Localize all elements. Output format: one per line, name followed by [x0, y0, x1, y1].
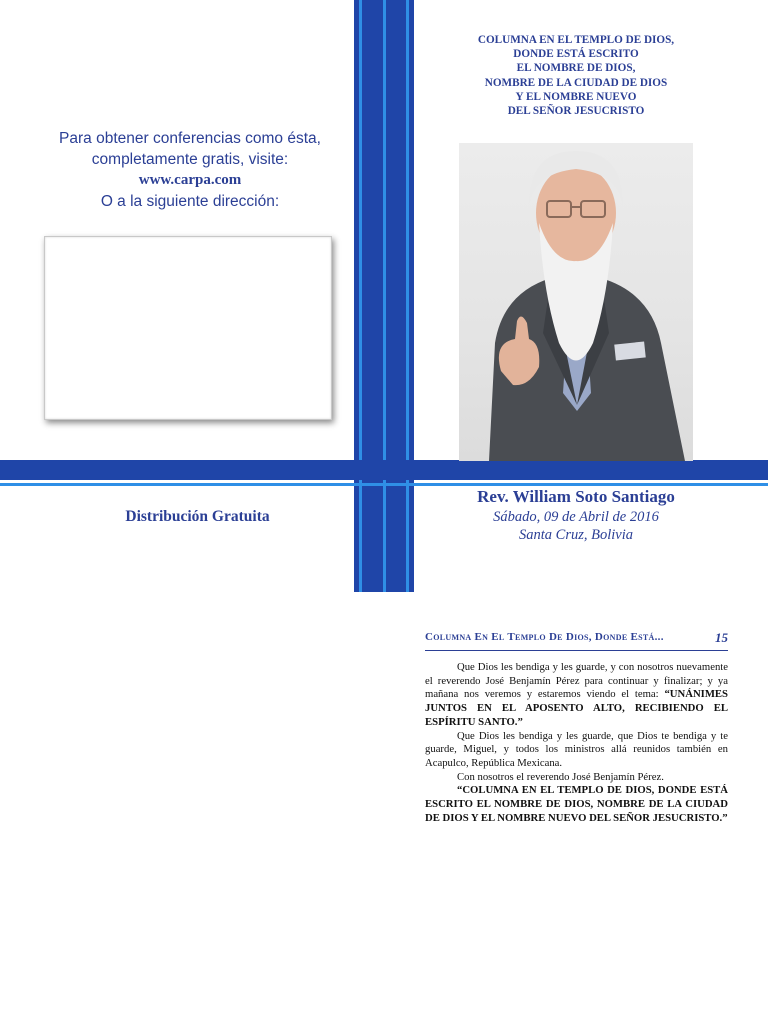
info-line: completamente gratis, visite:: [91, 151, 289, 168]
author-portrait-image: [459, 143, 693, 461]
header-rule: [425, 650, 728, 651]
vertical-stripe-light: [383, 0, 386, 592]
bold-quote: “UNÁNIMES JUNTOS EN EL APOSENTO ALTO, RECIBIENDO EL ESPÍRITU SANTO.”: [425, 688, 728, 728]
sermon-date: Sábado, 09 de Abril de 2016: [493, 509, 659, 525]
title-line: COLUMNA EN EL TEMPLO DE DIOS,: [477, 34, 675, 46]
title-line: DONDE ESTÁ ESCRITO: [513, 48, 639, 61]
back-cover-info: [30, 128, 350, 212]
running-head: Columna En El Templo De Dios, Donde Está...: [425, 631, 664, 643]
bold-quote: “COLUMNA EN EL TEMPLO DE DIOS, DONDE ESTÁ ESCRITO EL NOMBRE DE DIOS, NOMBRE DE LA CIUDAD DE DIOS Y EL NOMBRE NUEVO DEL SEÑOR JESUCRISTO.”: [425, 784, 728, 824]
author-name: Rev. William Soto Santiago: [477, 487, 675, 506]
title-line: Y EL NOMBRE NUEVO: [515, 90, 637, 103]
vertical-stripe-light: [406, 0, 409, 592]
title-line: DEL SEÑOR JESUCRISTO: [507, 105, 645, 118]
paragraph: [425, 661, 728, 730]
title-line: NOMBRE DE LA CIUDAD DE DIOS: [484, 76, 668, 89]
body-text: [425, 661, 728, 825]
sermon-place: Santa Cruz, Bolivia: [519, 527, 633, 543]
info-line: O a la siguiente dirección:: [100, 193, 280, 210]
title-line: EL NOMBRE DE DIOS,: [516, 62, 636, 75]
author-photo: [459, 143, 693, 461]
horizontal-band-dark: [0, 460, 768, 480]
paragraph-text: Que Dios les bendiga y les guarde, y con nosotros nuevamente el reverendo José Benjamín Pérez para continuar y finalizar; y ya mañana nos veremos y estaremos viendo el tema:: [425, 661, 728, 701]
distribution-label: Distribución Gratuita: [125, 508, 270, 525]
info-line: Para obtener conferencias como ésta,: [59, 130, 321, 147]
cover-title: [440, 33, 712, 118]
vertical-stripe-light: [359, 0, 362, 592]
page-number: 15: [715, 630, 728, 645]
paragraph: Que Dios les bendiga y les guarde, que Dios te bendiga y te guarde, Miguel, y todos los ministros allá reunidos también en Acapulco, República Mexicana.: [425, 729, 728, 769]
paragraph: [425, 784, 728, 825]
paragraph: Con nosotros el reverendo José Benjamín Pérez.: [457, 770, 664, 783]
address-box: [44, 236, 332, 420]
horizontal-stripe-light: [0, 483, 768, 486]
website-link[interactable]: www.carpa.com: [138, 172, 242, 188]
